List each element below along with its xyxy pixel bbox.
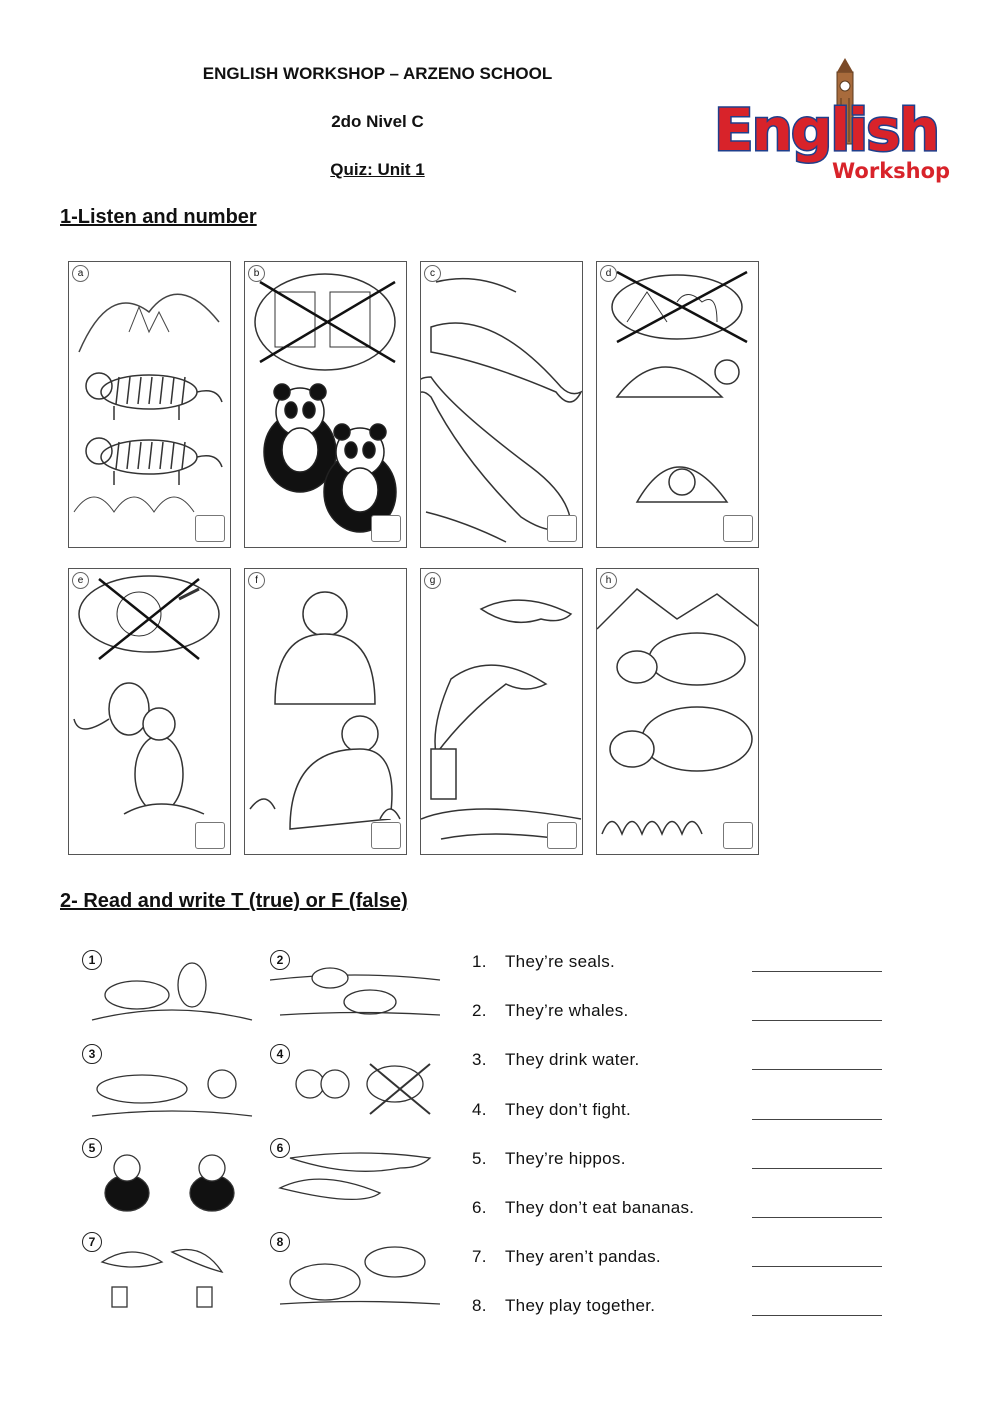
statement-5 bbox=[472, 1149, 626, 1169]
statement-picture-8 bbox=[270, 1232, 442, 1312]
whales-icon bbox=[421, 262, 583, 548]
statement-number: 5. bbox=[472, 1148, 487, 1168]
statement-3 bbox=[472, 1050, 640, 1070]
animal-sketch-icon bbox=[82, 1138, 254, 1218]
number-answer-box[interactable] bbox=[547, 515, 577, 542]
panel-letter: a bbox=[72, 265, 89, 282]
true-false-answer-line[interactable] bbox=[752, 1217, 882, 1218]
statement-number: 7. bbox=[472, 1247, 487, 1267]
level-label: 2do Nivel C bbox=[331, 112, 424, 131]
picture-number: 8 bbox=[270, 1232, 290, 1252]
statement-text: They’re seals. bbox=[505, 952, 616, 971]
picture-number: 2 bbox=[270, 950, 290, 970]
number-answer-box[interactable] bbox=[195, 515, 225, 542]
statement-text: They aren’t pandas. bbox=[505, 1247, 661, 1267]
true-false-answer-line[interactable] bbox=[752, 1315, 882, 1316]
statement-2 bbox=[472, 1001, 629, 1021]
seals-icon bbox=[69, 569, 231, 855]
svg-text:Workshop: Workshop bbox=[832, 159, 951, 183]
number-answer-box[interactable] bbox=[723, 515, 753, 542]
statement-8 bbox=[472, 1296, 655, 1316]
panel-letter: e bbox=[72, 572, 89, 589]
statement-text: They play together. bbox=[505, 1296, 656, 1316]
statement-text: They’re hippos. bbox=[505, 1148, 626, 1168]
picture-panel-h bbox=[596, 568, 759, 855]
statement-number: 6. bbox=[472, 1198, 487, 1217]
section1-title: 1-Listen and number bbox=[60, 206, 257, 228]
picture-panel-d bbox=[596, 261, 759, 548]
hippos-icon bbox=[597, 569, 759, 855]
statement-picture-3 bbox=[82, 1044, 254, 1124]
picture-number: 3 bbox=[82, 1044, 102, 1064]
picture-number: 7 bbox=[82, 1232, 102, 1252]
panel-letter: c bbox=[424, 265, 441, 282]
statement-number: 2. bbox=[472, 1001, 487, 1021]
true-false-answer-line[interactable] bbox=[752, 1020, 882, 1021]
statement-picture-7 bbox=[82, 1232, 254, 1312]
number-answer-box[interactable] bbox=[371, 515, 401, 542]
picture-number: 5 bbox=[82, 1138, 102, 1158]
picture-panel-c bbox=[420, 261, 583, 548]
pandas-icon bbox=[245, 262, 407, 548]
animal-sketch-icon bbox=[82, 1044, 254, 1124]
picture-panel-f bbox=[244, 568, 407, 855]
statement-text: They drink water. bbox=[505, 1050, 640, 1070]
number-answer-box[interactable] bbox=[547, 822, 577, 849]
statement-number: 8. bbox=[472, 1296, 487, 1316]
school-title: ENGLISH WORKSHOP – ARZENO SCHOOL bbox=[202, 64, 553, 83]
picture-panel-e bbox=[68, 568, 231, 855]
gorillas-icon bbox=[245, 569, 407, 855]
animal-sketch-icon bbox=[270, 950, 442, 1030]
statement-picture-6 bbox=[270, 1138, 442, 1218]
dolphins-icon bbox=[421, 569, 583, 855]
true-false-answer-line[interactable] bbox=[752, 1266, 882, 1267]
statement-number: 4. bbox=[472, 1099, 487, 1119]
statement-text: They don’t fight. bbox=[505, 1099, 632, 1119]
svg-text:English: English bbox=[714, 96, 939, 164]
statement-picture-5 bbox=[82, 1138, 254, 1218]
animal-sketch-icon bbox=[270, 1138, 442, 1218]
picture-number: 6 bbox=[270, 1138, 290, 1158]
true-false-answer-line[interactable] bbox=[752, 1069, 882, 1070]
statement-7 bbox=[472, 1247, 661, 1267]
picture-number: 1 bbox=[82, 950, 102, 970]
animal-sketch-icon bbox=[270, 1044, 442, 1124]
statement-text: They’re whales. bbox=[505, 1001, 629, 1021]
picture-panel-a bbox=[68, 261, 231, 548]
picture-panel-g bbox=[420, 568, 583, 855]
number-answer-box[interactable] bbox=[195, 822, 225, 849]
number-answer-box[interactable] bbox=[723, 822, 753, 849]
quiz-title: Quiz: Unit 1 bbox=[330, 160, 425, 179]
tortoises-icon bbox=[597, 262, 759, 548]
tigers-icon bbox=[69, 262, 231, 548]
statement-picture-4 bbox=[270, 1044, 442, 1124]
true-false-answer-line[interactable] bbox=[752, 1119, 882, 1120]
statement-number: 3. bbox=[472, 1050, 487, 1070]
section2-title: 2- Read and write T (true) or F (false) bbox=[60, 890, 408, 912]
animal-sketch-icon bbox=[270, 1232, 442, 1312]
animal-sketch-icon bbox=[82, 1232, 254, 1312]
number-answer-box[interactable] bbox=[371, 822, 401, 849]
english-workshop-logo bbox=[712, 58, 957, 188]
true-false-answer-line[interactable] bbox=[752, 1168, 882, 1169]
panel-letter: d bbox=[600, 265, 617, 282]
picture-number: 4 bbox=[270, 1044, 290, 1064]
statement-4 bbox=[472, 1100, 631, 1120]
statement-picture-2 bbox=[270, 950, 442, 1030]
panel-letter: f bbox=[248, 572, 265, 589]
panel-letter: b bbox=[248, 265, 265, 282]
true-false-answer-line[interactable] bbox=[752, 971, 882, 972]
statement-text: They don’t eat bananas. bbox=[505, 1198, 695, 1217]
statement-picture-1 bbox=[82, 950, 254, 1030]
picture-panel-b bbox=[244, 261, 407, 548]
statement-number: 1. bbox=[472, 952, 487, 971]
animal-sketch-icon bbox=[82, 950, 254, 1030]
panel-letter: h bbox=[600, 572, 617, 589]
statement-1 bbox=[472, 952, 615, 972]
statement-6 bbox=[472, 1198, 694, 1218]
panel-letter: g bbox=[424, 572, 441, 589]
